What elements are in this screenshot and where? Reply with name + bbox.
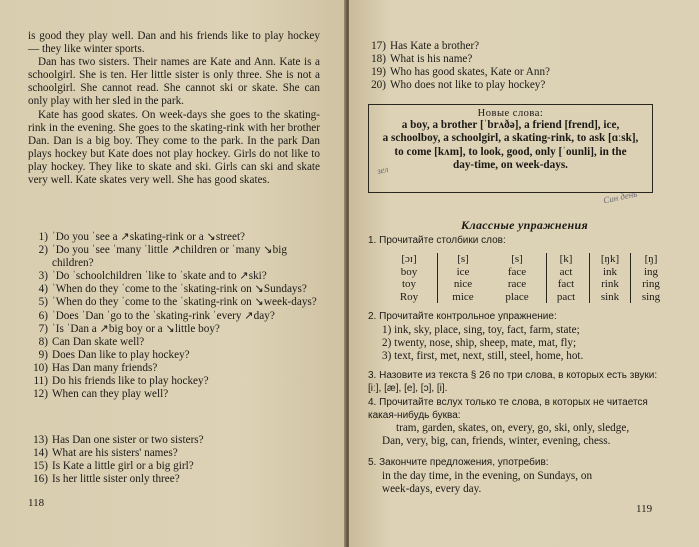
column-word: race [507,278,527,290]
exercise-line: 3) text, first, met, next, still, steel, home, hot. [382,349,584,362]
paragraph: is good they play well. Dan and his friends like to play hockey — they like winter sports. [28,30,320,56]
exercise-instruction: Закончите предложения, употребив: [379,457,549,468]
question-number: 20) [371,79,386,92]
column-word: nice [453,278,473,290]
exercise-5 [368,457,658,496]
question-item [22,296,322,309]
question-item [22,473,322,486]
column-word: ink [602,265,618,278]
question-number: 18) [371,53,386,66]
paragraph: Dan has two sisters. Their names are Kate and Ann. Kate is a schoolgirl. She is ten. Her little sister is only three. She is not a schoolgirl. She cannot read. She cannot ski or skate. She can only play with her sled in the park. [28,56,320,108]
new-words-box [368,104,653,193]
column-word: face [507,265,527,278]
column-sound: [k] [559,253,573,265]
handwritten-note: Син день [602,188,639,206]
question-item [22,283,322,296]
question-number: 1) [38,231,48,243]
exercise-line: week-days, every day. [382,482,482,495]
question-text: ˈDoes ˈDan ˈgo to the ˈskating-rink ˈevery ↗day? [52,309,275,322]
question-item [22,310,322,323]
column-word: act [559,265,573,278]
column-sound: [ŋ] [644,253,658,265]
column-word: mice [452,290,474,303]
question-item [360,53,660,66]
question-number: 7) [38,322,48,335]
left-page [0,0,346,547]
question-text: When can they play well? [52,388,169,401]
new-words-heading: Новые слова: [477,108,544,119]
question-text: ˈDo ˈschoolchildren ˈlike to ˈskate and to ↗ski? [52,270,267,283]
column-word: rink [601,278,619,290]
question-item [22,323,322,336]
column-word: place [505,290,529,303]
question-number: 11) [33,375,48,388]
exercise-line: tram, garden, skates, on, every, go, ski, only, sledge, [396,422,630,434]
questions-list-3 [360,40,660,92]
column-word: ice [456,265,470,278]
question-item [22,336,322,349]
new-words-line: day-time, on week-days. [453,159,568,172]
column-word: boy [400,265,418,278]
question-number: 19) [371,66,386,79]
exercise-instruction: Прочитайте столбики слов: [379,235,506,246]
question-number: 17) [371,40,386,52]
question-text: Do his friends like to play hockey? [52,375,209,388]
questions-list-2 [22,434,322,486]
question-item [22,434,322,447]
exercise-number: 5. [368,457,377,468]
exercise-instruction: Прочитайте контрольное упражнение: [379,311,557,322]
new-words-line: to come [kʌm], to look, good, only [ˈounli], in the [394,145,627,158]
exercise-1 [368,235,658,248]
new-words-line: a boy, a brother [ˈbrʌðə], a friend [frend], ice, [401,119,620,131]
exercise-instruction: Прочитайте вслух только те слова, в которых не читается какая-нибудь буква: [368,397,648,421]
question-item [22,270,322,283]
question-text: ˈWhen do they ˈcome to the ˈskating-rink on ↘Sundays? [52,283,307,296]
column-sound: [s] [457,253,469,265]
word-column [547,253,585,303]
question-item [22,447,322,460]
question-text: ˈDo you ˈsee a ↗skating-rink or a ↘street? [52,231,246,243]
question-text: Has Dan many friends? [52,361,158,374]
exercise-2 [368,311,658,363]
word-column [438,253,488,303]
exercise-number: 1. [368,235,377,246]
exercise-number: 2. [368,311,377,322]
question-item [22,231,322,244]
question-text: ˈIs ˈDan a ↗big boy or a ↘little boy? [52,322,220,335]
question-item [360,79,660,92]
questions-list-1 [22,231,322,401]
column-word: Roy [399,290,419,303]
column-sound: [s] [511,253,523,265]
paragraph: Kate has good skates. On week-days she goes to the skating-rink in the evening. She goes to the skating-rink with her brother Dan. Dan is a big boy. They come to the park. In the park Dan plays hockey but Kate does not play hockey. Girls do not like to play hockey. They like to skate and ski. Girls can ski and skate very well. Kate skates very well. She has good skates. [28,108,320,187]
question-text: Who has good skates, Kate or Ann? [390,66,551,79]
page-number-left: 118 [28,497,45,509]
question-number: 15) [33,460,48,473]
question-number: 5) [38,296,48,309]
question-number: 16) [33,473,48,486]
question-item [360,40,660,53]
question-item [22,375,322,388]
column-word: sink [600,290,620,303]
column-word: fact [557,278,575,290]
question-number: 3) [38,270,48,283]
question-text: ˈDo you ˈsee ˈmany ˈlittle ↗children or ˈmany ↘big children? [52,244,287,270]
handwritten-note: зел [376,163,390,177]
question-item [22,244,322,270]
exercises-title: Классные упражнения [461,218,588,232]
question-number: 4) [38,283,48,296]
question-item [22,388,322,401]
question-text: Can Dan skate well? [52,335,145,348]
question-text: ˈWhen do they ˈcome to the ˈskating-rink on ↘week-days? [52,296,317,309]
exercise-line: 2) twenty, nose, ship, sheep, mate, mat, fly; [382,336,577,349]
question-item [360,66,660,79]
question-number: 13) [33,434,48,446]
question-item [22,460,322,473]
page-number-right: 119 [636,503,653,515]
question-number: 2) [38,244,48,257]
exercise-number: 4. [368,397,377,408]
question-text: Has Kate a brother? [390,40,480,52]
exercise-3 [368,370,658,395]
question-number: 9) [38,348,48,361]
question-number: 6) [38,309,48,322]
exercise-line: in the day time, in the evening, on Sundays, on [382,469,593,482]
question-item [22,349,322,362]
question-number: 10) [33,361,48,374]
column-word: sing [641,290,661,303]
question-item [22,362,322,375]
new-words-line: a schoolboy, a schoolgirl, a skating-rink, to ask [ɑːsk], [382,132,639,145]
word-column [488,253,546,303]
word-column [387,253,431,303]
question-number: 8) [38,335,48,348]
column-word: ing [643,265,659,278]
question-number: 14) [33,447,48,460]
exercise-number: 3. [368,370,377,381]
exercise-line: Dan, very, big, can, friends, winter, evening, chess. [382,435,611,448]
exercise-4 [368,397,658,448]
question-number: 12) [33,388,48,401]
column-sound: [ɔɪ] [401,253,417,265]
column-sound: [ŋk] [600,253,620,265]
question-text: Has Dan one sister or two sisters? [52,434,204,446]
word-column-group [437,253,547,303]
question-text: Who does not like to play hockey? [390,79,546,92]
column-word: toy [401,278,417,290]
question-text: What are his sisters' names? [52,447,178,460]
question-text: What is his name? [390,53,473,66]
word-column [589,253,631,303]
exercise-line: 1) ink, sky, place, sing, toy, fact, farm, state; [382,323,580,336]
story-text [28,30,320,187]
question-text: Is Kate a little girl or a big girl? [52,460,194,473]
question-text: Does Dan like to play hockey? [52,348,190,361]
column-word: ring [642,278,660,290]
exercise-instruction: Назовите из текста § 26 по три слова, в которых есть звуки: [iː], [æ], [e], [ɔ], [i]. [368,370,658,394]
column-word: pact [556,290,576,303]
question-text: Is her little sister only three? [52,473,180,486]
word-column [633,253,669,303]
